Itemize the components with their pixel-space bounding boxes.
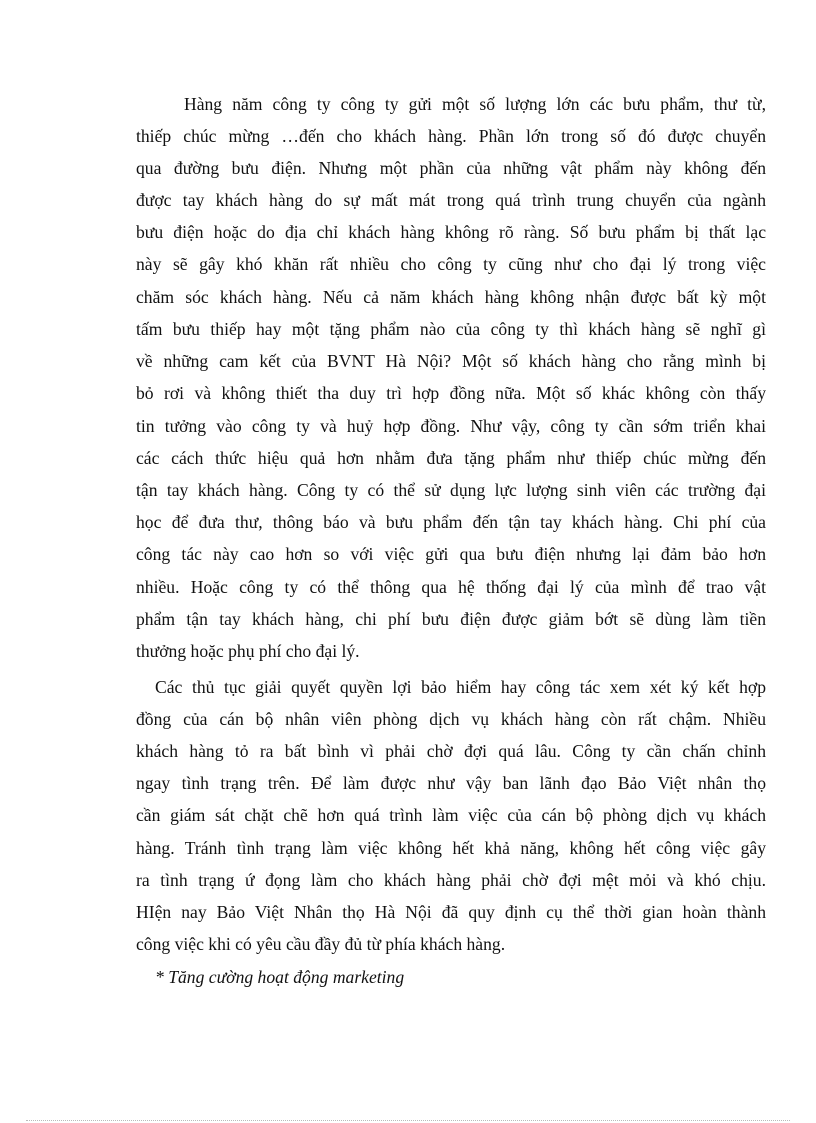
paragraph-line: bưu điện hoặc do địa chỉ khách hàng không rõ ràng. Số bưu phẩm bị thất lạc [136, 222, 766, 242]
paragraph-line: công việc khi có yêu cầu đầy đủ từ phía khách hàng. [136, 934, 506, 954]
paragraph-line: chăm sóc khách hàng. Nếu cả năm khách hàng không nhận được bất kỳ một [136, 287, 766, 307]
paragraph-line: Hàng năm công ty công ty gửi một số lượng lớn các bưu phẩm, thư từ, [184, 94, 766, 114]
paragraph-line: thưởng hoặc phụ phí cho đại lý. [136, 641, 360, 661]
paragraph-line: học để đưa thư, thông báo và bưu phẩm đến tận tay khách hàng. Chi phí của [136, 512, 766, 532]
paragraph-line: đồng của cán bộ nhân viên phòng dịch vụ khách hàng còn rất chậm. Nhiều [136, 709, 766, 729]
paragraph-line: khách hàng tỏ ra bất bình vì phải chờ đợi quá lâu. Công ty cần chấn chỉnh [136, 741, 766, 761]
paragraph-line: về những cam kết của BVNT Hà Nội? Một số khách hàng cho rằng mình bị [136, 351, 766, 371]
paragraph-line: cần giám sát chặt chẽ hơn quá trình làm việc của cán bộ phòng dịch vụ khách [136, 805, 766, 825]
paragraph-line: Các thủ tục giải quyết quyền lợi bảo hiểm hay công tác xem xét ký kết hợp [155, 677, 766, 697]
paragraph-line: được tay khách hàng do sự mất mát trong quá trình trung chuyển của ngành [136, 190, 766, 210]
paragraph-line: tận tay khách hàng. Công ty có thể sử dụng lực lượng sinh viên các trường đại [136, 480, 766, 500]
paragraph-line: bỏ rơi và không thiết tha duy trì hợp đồng nữa. Một số khác không còn thấy [136, 383, 766, 403]
section-heading: * Tăng cường hoạt động marketing [155, 967, 405, 987]
paragraph-line: này sẽ gây khó khăn rất nhiều cho công ty cũng như cho đại lý trong việc [136, 254, 766, 274]
paragraph-line: ngay tình trạng trên. Để làm được như vậy ban lãnh đạo Bảo Việt nhân thọ [136, 773, 766, 793]
paragraph-line: các cách thức hiệu quả hơn nhằm đưa tặng phẩm như thiếp chúc mừng đến [136, 448, 766, 468]
paragraph-line: hàng. Tránh tình trạng làm việc không hết khả năng, không hết công việc gây [136, 838, 766, 858]
paragraph-line: tấm bưu thiếp hay một tặng phẩm nào của công ty thì khách hàng sẽ nghĩ gì [136, 319, 766, 339]
paragraph-line: công tác này cao hơn so với việc gửi qua bưu điện nhưng lại đảm bảo hơn [136, 544, 766, 564]
paragraph-line: tin tưởng vào công ty và huỷ hợp đồng. Như vậy, công ty cần sớm triển khai [136, 416, 766, 436]
paragraph-line: HIện nay Bảo Việt Nhân thọ Hà Nội đã quy định cụ thể thời gian hoàn thành [136, 902, 766, 922]
paragraph-line: thiếp chúc mừng …đến cho khách hàng. Phần lớn trong số đó được chuyển [136, 126, 766, 146]
paragraph-line: phẩm tận tay khách hàng, chi phí bưu điện được giảm bớt sẽ dùng làm tiền [136, 609, 766, 629]
page-bottom-rule [26, 1120, 790, 1121]
paragraph-line: qua đường bưu điện. Nhưng một phần của những vật phẩm này không đến [136, 158, 766, 178]
paragraph-line: nhiều. Hoặc công ty có thể thông qua hệ thống đại lý của mình để trao vật [136, 577, 766, 597]
paragraph-line: ra tình trạng ứ đọng làm cho khách hàng phải chờ đợi mệt mỏi và khó chịu. [136, 870, 766, 890]
